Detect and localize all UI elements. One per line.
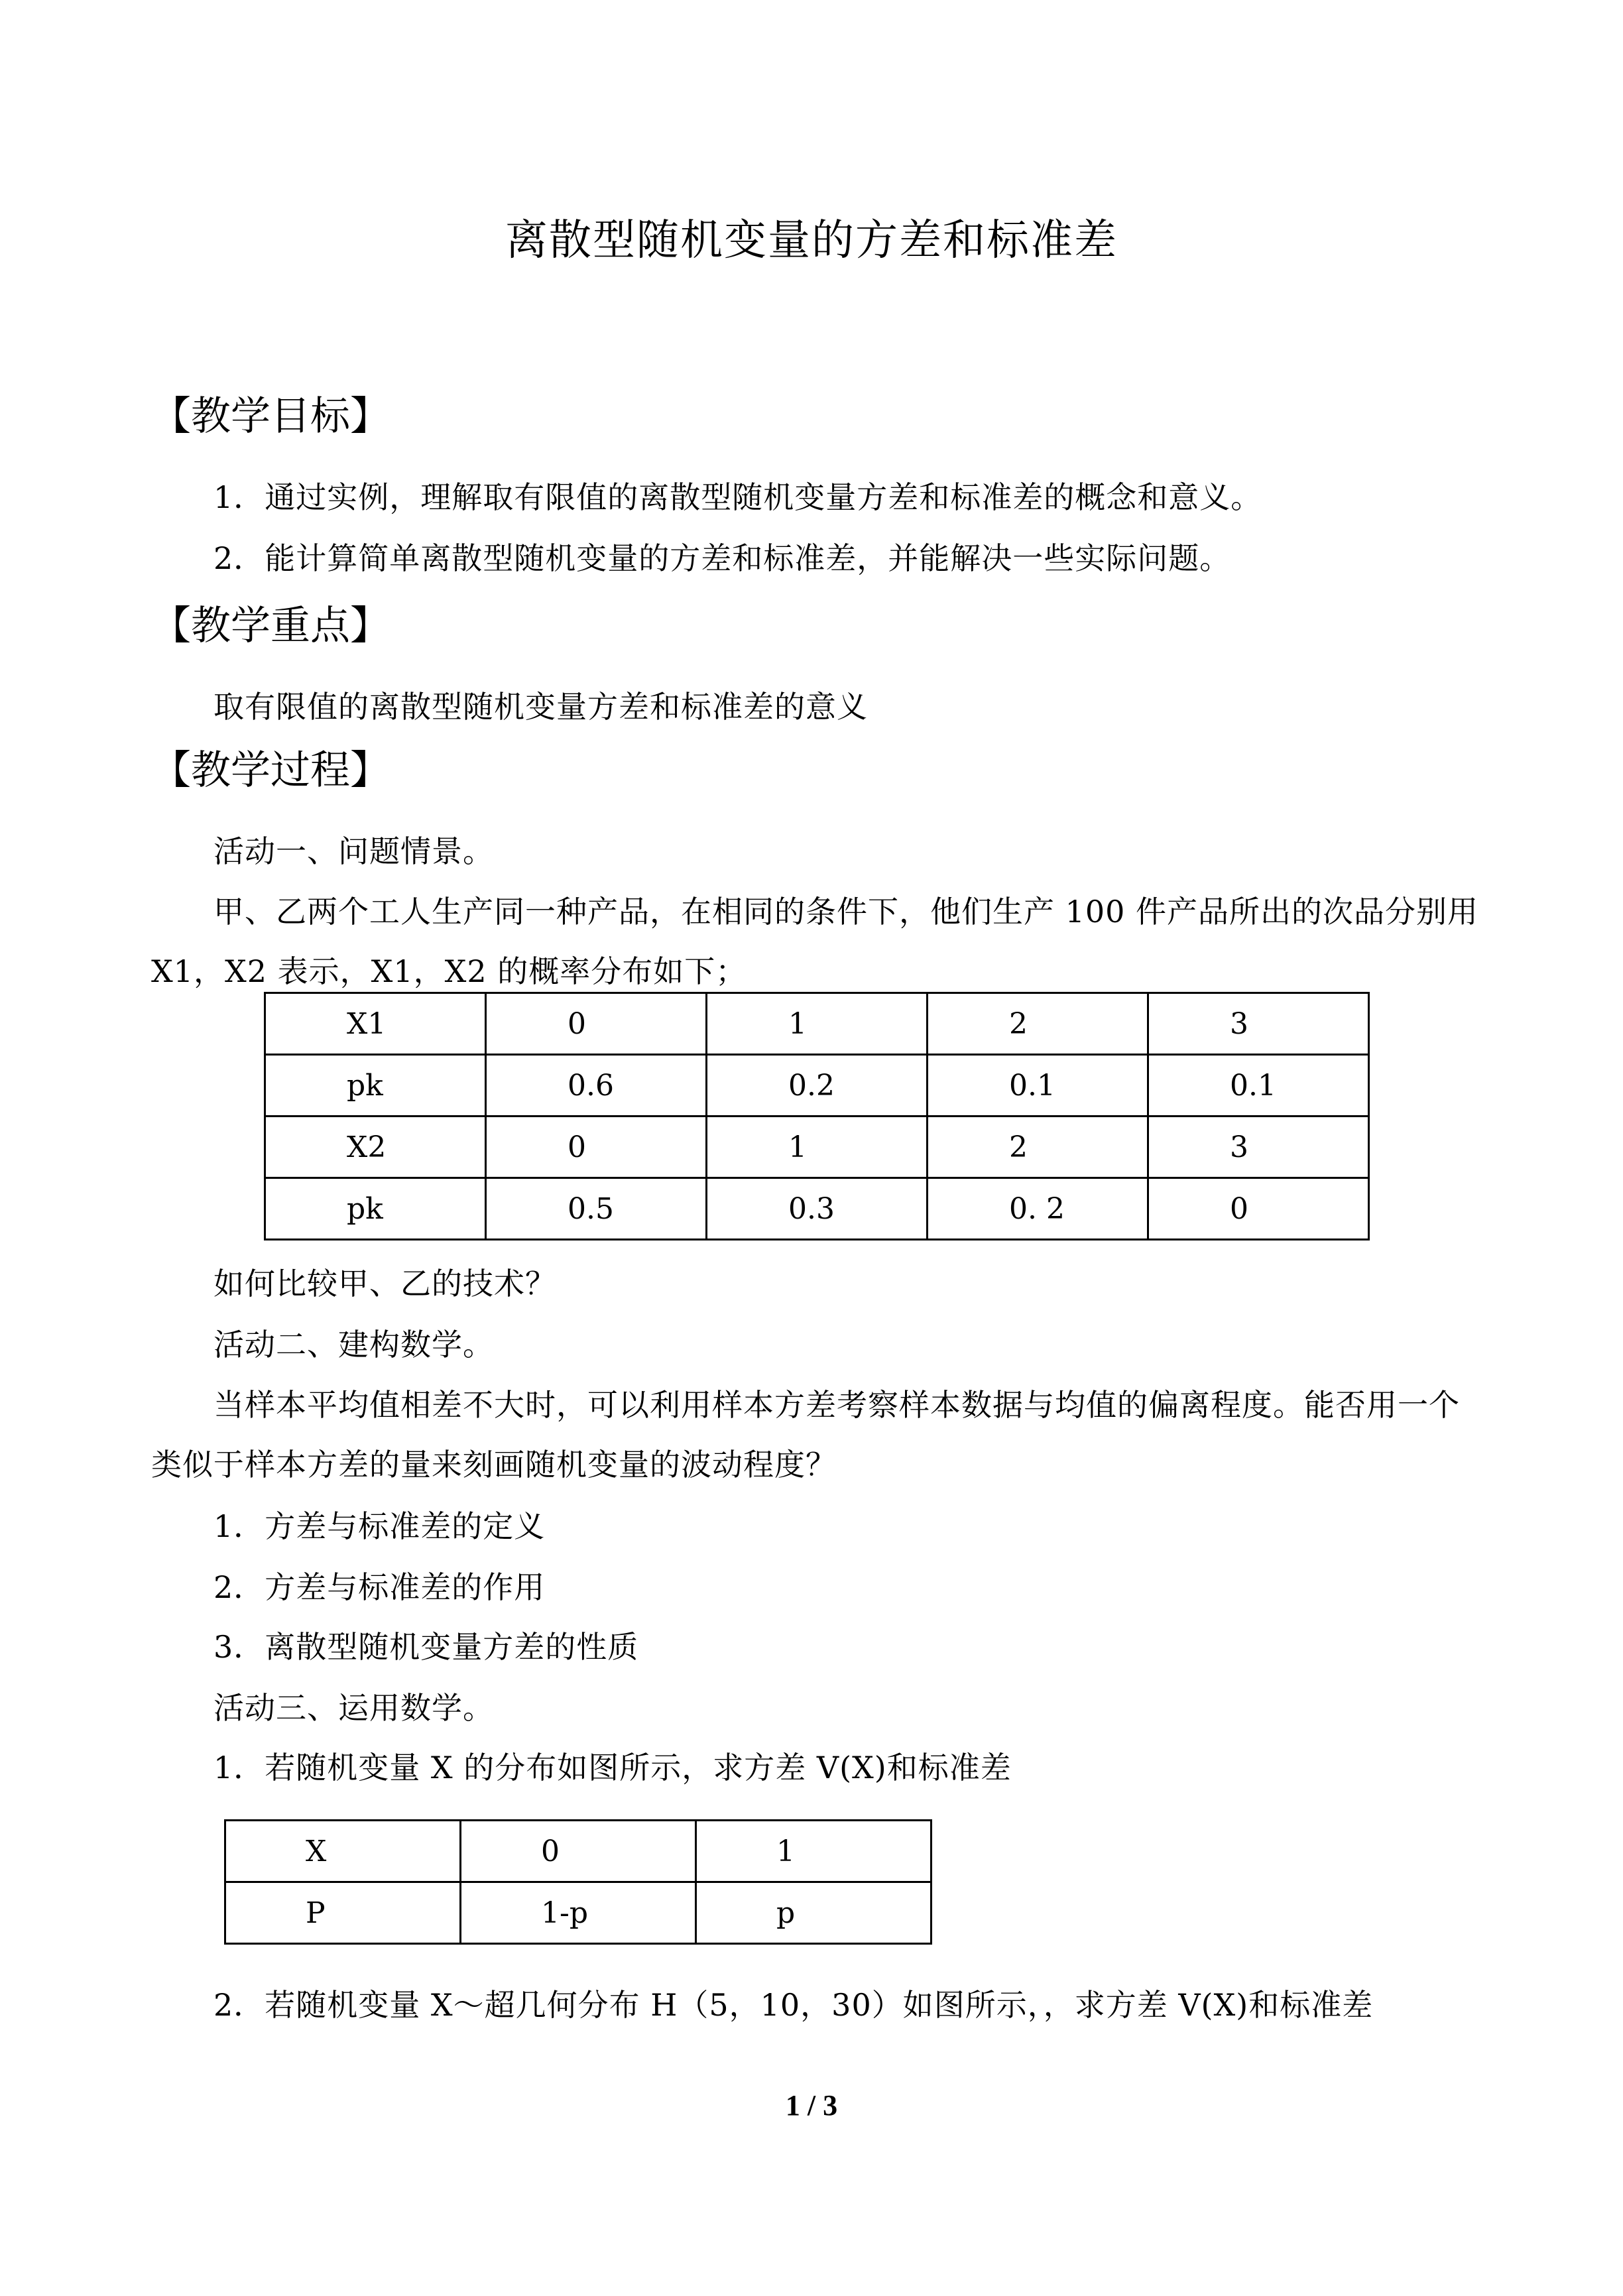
objectives-heading: 【教学目标】: [151, 393, 390, 440]
table-cell: 2: [928, 1117, 1148, 1178]
table-cell: pk: [265, 1055, 486, 1117]
table-cell: 0.2: [707, 1055, 928, 1117]
activity1-title: 活动一、问题情景。: [213, 833, 494, 869]
probability-table-x1-x2: [264, 992, 1370, 1240]
table-cell: pk: [265, 1178, 486, 1240]
table-cell: 0: [486, 1117, 707, 1178]
table-cell: 0: [1148, 1178, 1369, 1240]
table-cell: 3: [1148, 1117, 1369, 1178]
exercise-2: 2．若随机变量 X～超几何分布 H（5，10，30）如图所示，，求方差 V(X)和标准差: [213, 1987, 1374, 2023]
activity3-title: 活动三、运用数学。: [213, 1690, 494, 1726]
table-row: [265, 1117, 1369, 1178]
table-cell: P: [225, 1882, 461, 1944]
exercise-1: 1．若随机变量 X 的分布如图所示，求方差 V(X)和标准差: [213, 1750, 1012, 1785]
table-cell: X1: [265, 993, 486, 1055]
table-row: [265, 1178, 1369, 1240]
table-cell: 1-p: [461, 1882, 696, 1944]
page-number: 1 / 3: [785, 2089, 838, 2122]
probability-table-x: [224, 1819, 932, 1945]
table-cell: 2: [928, 993, 1148, 1055]
table-cell: 1: [707, 1117, 928, 1178]
table-cell: 0: [461, 1821, 696, 1882]
objective-item-1: 1．通过实例，理解取有限值的离散型随机变量方差和标准差的概念和意义。: [213, 479, 1262, 515]
table-cell: 0: [486, 993, 707, 1055]
table-cell: 0. 2: [928, 1178, 1148, 1240]
table-row: [265, 993, 1369, 1055]
table-cell: 3: [1148, 993, 1369, 1055]
table-cell: 0.1: [1148, 1055, 1369, 1117]
table-cell: p: [696, 1882, 932, 1944]
objective-item-2: 2．能计算简单离散型随机变量的方差和标准差，并能解决一些实际问题。: [213, 540, 1231, 576]
table-cell: 0.6: [486, 1055, 707, 1117]
activity2-item-2: 2．方差与标准差的作用: [213, 1569, 546, 1605]
page-title: 离散型随机变量的方差和标准差: [505, 216, 1118, 265]
activity2-item-1: 1．方差与标准差的定义: [213, 1508, 546, 1544]
activity2-text: 当样本平均值相差不大时，可以利用样本方差考察样本数据与均值的偏离程度。能否用一个类似于样本方差的量来刻画随机变量的波动程度？: [151, 1387, 1460, 1482]
activity1-text: 甲、乙两个工人生产同一种产品，在相同的条件下，他们生产 100 件产品所出的次品分别用 X1，X2 表示，X1，X2 的概率分布如下；: [151, 894, 1479, 989]
table-cell: X: [225, 1821, 461, 1882]
table-cell: 0.5: [486, 1178, 707, 1240]
table-row: [225, 1882, 932, 1944]
activity2-title: 活动二、建构数学。: [213, 1327, 494, 1362]
key-points-heading: 【教学重点】: [151, 603, 390, 649]
key-points-text: 取有限值的离散型随机变量方差和标准差的意义: [213, 689, 868, 725]
table-cell: 1: [707, 993, 928, 1055]
process-heading: 【教学过程】: [151, 747, 390, 794]
table-cell: X2: [265, 1117, 486, 1178]
table-cell: 0.1: [928, 1055, 1148, 1117]
comparison-question: 如何比较甲、乙的技术？: [213, 1266, 556, 1301]
activity2-item-3: 3．离散型随机变量方差的性质: [213, 1629, 639, 1665]
table-row: [265, 1055, 1369, 1117]
table-row: [225, 1821, 932, 1882]
table-cell: 0.3: [707, 1178, 928, 1240]
table-cell: 1: [696, 1821, 932, 1882]
